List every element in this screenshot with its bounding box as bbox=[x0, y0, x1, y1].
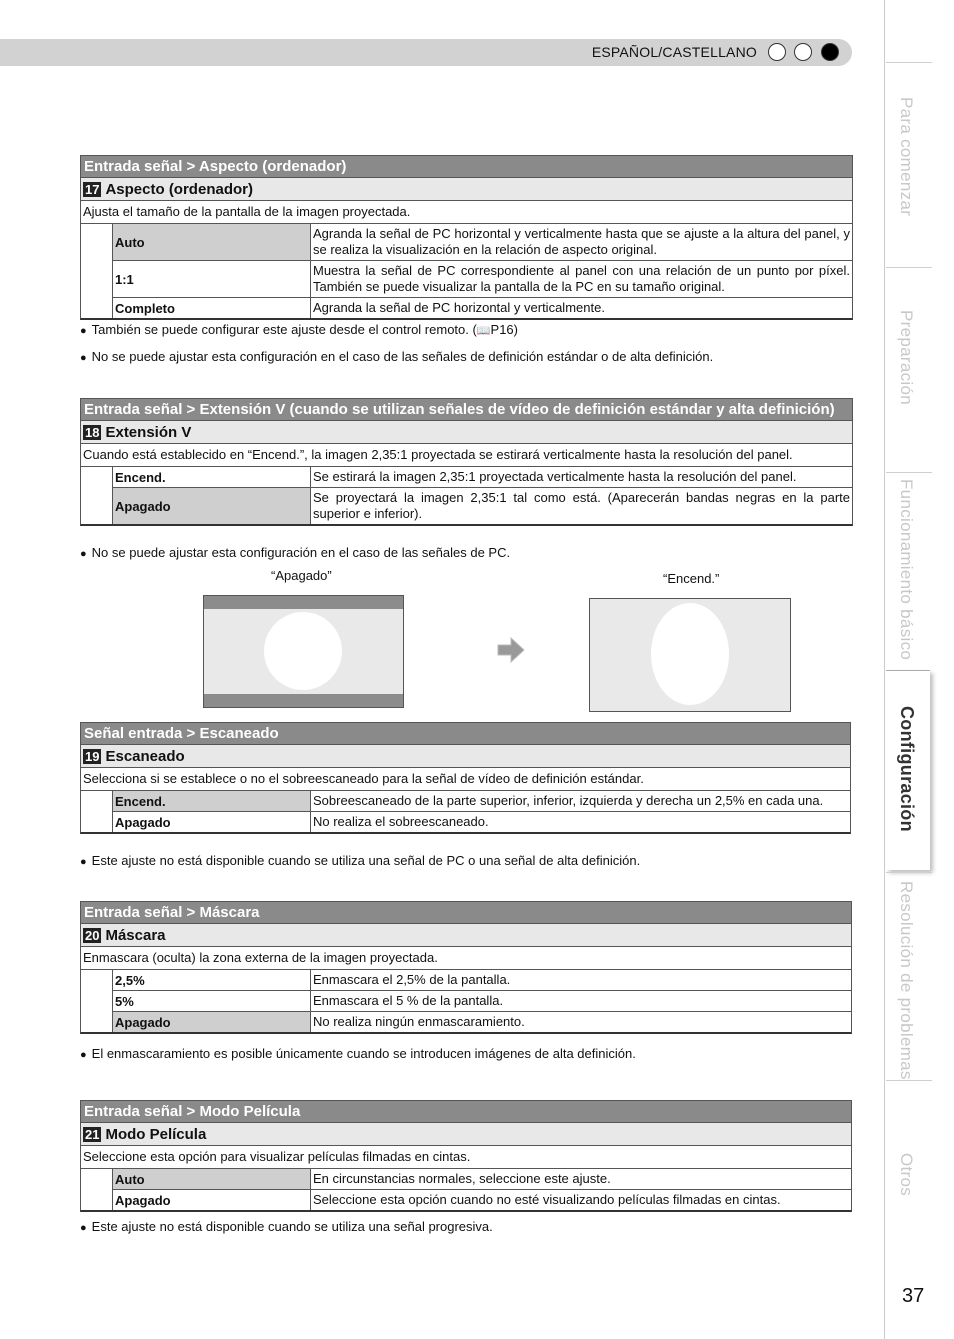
option-description: Agranda la señal de PC horizontal y verticalmente hasta que se ajuste a la altura del panel, y se realiza la visualización en la relación de aspecto original. bbox=[311, 224, 852, 261]
tab-preparacion[interactable] bbox=[886, 267, 932, 472]
item-title-text: Máscara bbox=[105, 926, 166, 944]
tab-label: Resolución de problemas bbox=[897, 881, 916, 1080]
item-title-text: Aspecto (ordenador) bbox=[105, 180, 253, 198]
section-extension-v bbox=[80, 398, 853, 526]
option-name: 2,5% bbox=[113, 970, 311, 991]
page-number: 37 bbox=[902, 1285, 925, 1307]
section-header: Señal entrada > Escaneado bbox=[80, 722, 851, 745]
item-title-text: Extensión V bbox=[105, 423, 192, 441]
section-escaneado bbox=[80, 722, 851, 834]
option-description: Se estirará la imagen 2,35:1 proyectada verticalmente hasta la resolución del panel. bbox=[311, 467, 852, 488]
tab-para-comenzar[interactable] bbox=[886, 62, 932, 267]
option-description: Enmascara el 2,5% de la pantalla. bbox=[311, 970, 851, 991]
language-indicator-1 bbox=[768, 43, 786, 61]
option-name: 1:1 bbox=[113, 261, 311, 298]
arrow-right-icon bbox=[497, 637, 525, 663]
item-number: 21 bbox=[85, 1126, 100, 1142]
tab-label: Configuración bbox=[897, 706, 917, 832]
option-description: Sobreescaneado de la parte superior, inferior, izquierda y derecha un 2,5% en cada una. bbox=[311, 791, 850, 812]
item-title bbox=[80, 924, 852, 947]
item-number: 20 bbox=[85, 927, 100, 943]
option-description: Muestra la señal de PC correspondiente al panel con una relación de un punto por píxel. También se puede visualizar la pantalla de la PC en su tamaño original. bbox=[311, 261, 852, 298]
option-name: Apagado bbox=[113, 1012, 311, 1032]
item-description: Selecciona si se establece o no el sobreescaneado para la señal de vídeo de definición estándar. bbox=[80, 768, 851, 791]
note-overscan: ● Este ajuste no está disponible cuando se utiliza una señal de PC o una señal de alta definición. bbox=[80, 853, 640, 868]
item-description: Ajusta el tamaño de la pantalla de la imagen proyectada. bbox=[80, 201, 853, 224]
option-description: No realiza el sobreescaneado. bbox=[313, 814, 489, 829]
item-title bbox=[80, 178, 853, 201]
illustration-stretched bbox=[589, 598, 791, 712]
option-name: Auto bbox=[113, 224, 311, 261]
tab-label: Preparación bbox=[897, 310, 916, 405]
option-description: Enmascara el 5 % de la pantalla. bbox=[311, 991, 851, 1012]
figure-label-off: “Apagado” bbox=[271, 568, 332, 583]
note-mask: ● El enmascaramiento es posible únicamente cuando se introducen imágenes de alta definición. bbox=[80, 1046, 636, 1061]
tab-label: Funcionamiento básico bbox=[897, 479, 916, 661]
note-text: También se puede configurar este ajuste desde el control remoto. ( bbox=[91, 322, 477, 337]
note-pc-signal: ● No se puede ajustar esta configuración en el caso de las señales de PC. bbox=[80, 545, 510, 560]
option-name: Auto bbox=[113, 1169, 311, 1190]
item-title bbox=[80, 745, 851, 768]
tab-configuracion[interactable] bbox=[886, 672, 932, 872]
item-title-text: Escaneado bbox=[105, 747, 185, 765]
note-progressive: ● Este ajuste no está disponible cuando se utiliza una señal progresiva. bbox=[80, 1219, 493, 1234]
section-modo-pelicula bbox=[80, 1100, 852, 1212]
option-description: No realiza ningún enmascaramiento. bbox=[313, 1014, 525, 1029]
item-description: Cuando está establecido en “Encend.”, la imagen 2,35:1 proyectada se estirará verticalmente hasta la resolución del panel. bbox=[80, 444, 853, 467]
section-header: Entrada señal > Aspecto (ordenador) bbox=[80, 155, 853, 178]
options-table bbox=[80, 970, 852, 1034]
item-number: 19 bbox=[85, 748, 100, 764]
option-name: Apagado bbox=[113, 1190, 311, 1210]
note-restriction: ● No se puede ajustar esta configuración en el caso de las señales de definición estándar o de alta definición. bbox=[80, 349, 713, 364]
option-description: Agranda la señal de PC horizontal y verticalmente. bbox=[313, 300, 605, 315]
figure-label-on: “Encend.” bbox=[663, 571, 720, 586]
option-description: Seleccione esta opción cuando no esté visualizando películas filmadas en cintas. bbox=[313, 1192, 781, 1207]
stretched-image bbox=[590, 599, 790, 711]
book-icon: 📖 bbox=[476, 325, 491, 337]
option-name: Encend. bbox=[113, 791, 311, 812]
page-reference-link[interactable]: P16) bbox=[490, 322, 518, 337]
section-header: Entrada señal > Modo Película bbox=[80, 1100, 852, 1123]
item-title-text: Modo Película bbox=[105, 1125, 207, 1143]
language-indicator-2 bbox=[794, 43, 812, 61]
item-title bbox=[80, 421, 853, 444]
section-header: Entrada señal > Extensión V (cuando se utilizan señales de vídeo de definición estándar y alta definición) bbox=[80, 398, 853, 421]
tab-resolucion-de-problemas[interactable] bbox=[886, 872, 932, 1080]
letterbox-image bbox=[204, 596, 403, 707]
option-description: En circunstancias normales, seleccione este ajuste. bbox=[311, 1169, 851, 1190]
item-title bbox=[80, 1123, 852, 1146]
options-table bbox=[80, 467, 853, 526]
language-bar bbox=[0, 39, 852, 66]
section-aspecto-ordenador bbox=[80, 155, 853, 320]
language-indicator-3-active bbox=[821, 43, 839, 61]
tab-label: Para comenzar bbox=[897, 97, 916, 217]
section-mascara bbox=[80, 901, 852, 1034]
options-table bbox=[80, 791, 851, 834]
options-table bbox=[80, 224, 853, 320]
option-description: Se proyectará la imagen 2,35:1 tal como está. (Aparecerán bandas negras en la parte superior e inferior). bbox=[313, 490, 850, 521]
item-number: 18 bbox=[85, 424, 100, 440]
item-description: Enmascara (oculta) la zona externa de la imagen proyectada. bbox=[80, 947, 852, 970]
tab-otros[interactable] bbox=[886, 1080, 932, 1270]
illustration-letterbox bbox=[203, 595, 404, 708]
tab-label: Otros bbox=[897, 1153, 916, 1197]
options-table bbox=[80, 1169, 852, 1212]
item-description: Seleccione esta opción para visualizar películas filmadas en cintas. bbox=[80, 1146, 852, 1169]
language-label: ESPAÑOL/CASTELLANO bbox=[591, 44, 757, 60]
note-remote bbox=[80, 322, 518, 337]
item-number: 17 bbox=[85, 181, 100, 197]
option-name: Encend. bbox=[113, 467, 311, 488]
tab-funcionamiento-basico[interactable] bbox=[886, 472, 932, 672]
option-name: 5% bbox=[113, 991, 311, 1012]
option-name: Completo bbox=[113, 298, 311, 318]
option-name: Apagado bbox=[113, 488, 311, 524]
section-header: Entrada señal > Máscara bbox=[80, 901, 852, 924]
side-divider bbox=[884, 0, 885, 1339]
option-name: Apagado bbox=[113, 812, 311, 832]
